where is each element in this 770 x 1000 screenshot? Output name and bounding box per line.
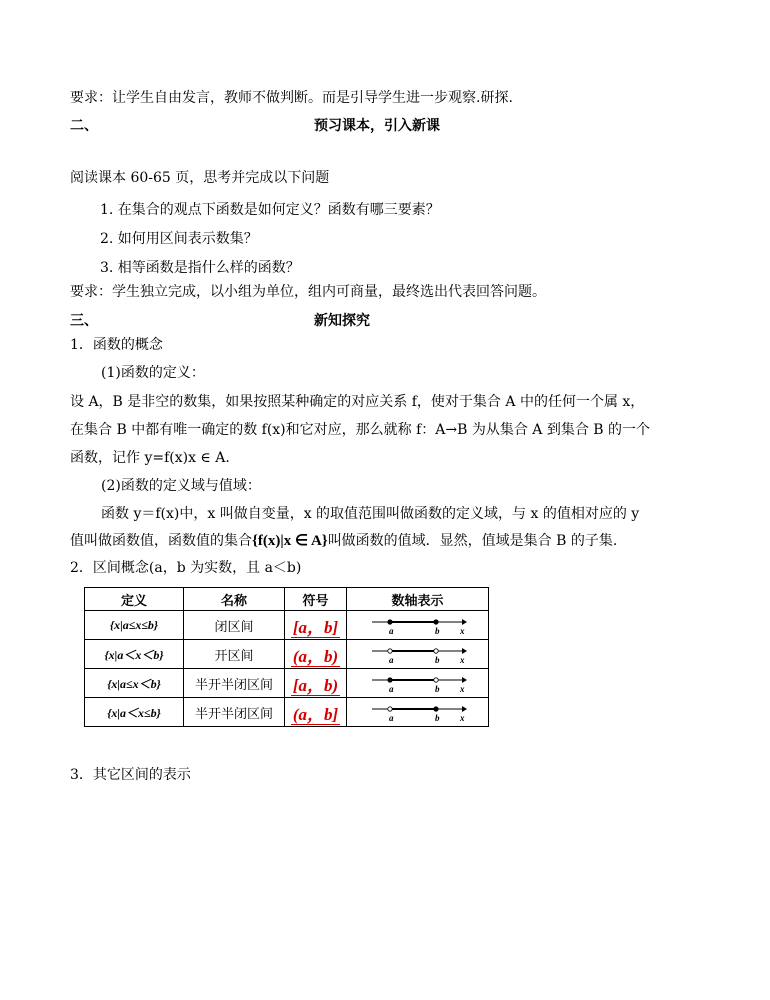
axis-label-a: a [388,713,393,723]
left-endpoint [387,707,391,711]
axis-label-b: b [434,655,439,665]
arrow-right-icon [462,677,467,683]
header-symbol: 符号 [285,588,347,611]
domain-line-2 [70,531,617,551]
interval-number-line-cell [347,669,489,698]
interval-name: 半开半闭区间 [184,669,285,698]
item-1-title: 1．函数的概念 [70,337,163,353]
interval-symbol: (a，b] [292,704,339,724]
interval-definition-text: {x|a≤x＜b} [107,676,161,691]
section-2-title: 预习课本，引入新课 [314,118,440,134]
reading-intro: 阅读课本 60-65 页，思考并完成以下问题 [70,170,330,186]
interval-definition-text: {x|a≤x≤b} [109,617,159,632]
sub-2-title: (2)函数的定义域与值域： [101,478,261,494]
question-2: 2. 如何用区间表示数集？ [100,231,258,247]
axis-label-x: x [459,626,464,636]
interval-name: 开区间 [184,640,285,669]
interval-definition [85,611,184,640]
interval-table [84,587,489,727]
sub-1-title: (1)函数的定义： [101,365,205,381]
interval-symbol-cell [285,698,347,727]
interval-number-line-cell [347,698,489,727]
interval-symbol: (a，b) [292,646,339,666]
number-line [368,672,468,694]
arrow-right-icon [462,648,467,654]
interval-definition [85,640,184,669]
arrow-right-icon [462,619,467,625]
item-2-title: 2．区间概念(a，b 为实数，且 a＜b) [70,560,302,576]
table-row [85,611,489,640]
right-endpoint [433,707,437,711]
interval-definition [85,669,184,698]
right-endpoint [433,620,437,624]
interval-number-line-cell [347,640,489,669]
requirement-group-work: 要求：学生独立完成，以小组为单位，组内可商量，最终选出代表回答问题。 [70,284,546,300]
axis-label-b: b [434,684,439,694]
axis-label-b: b [434,713,439,723]
domain-line-1: 函数 y＝f(x)中，x 叫做自变量，x 的取值范围叫做函数的定义域，与 x 的值相对应的 y [101,506,640,522]
item-3-title: 3．其它区间的表示 [70,767,191,783]
domain-line-2-post: 叫做函数的值域．显然，值域是集合 B 的子集. [327,533,618,549]
axis-label-a: a [388,684,393,694]
domain-line-2-pre: 值叫做函数值，函数值的集合 [70,533,252,549]
interval-table-header [85,588,489,611]
right-endpoint [433,649,437,653]
axis-label-x: x [459,713,464,723]
section-3-title: 新知探究 [314,313,370,329]
section-3-number: 三、 [70,313,98,329]
question-3: 3. 相等函数是指什么样的函数？ [100,260,300,276]
definition-line-1: 设 A，B 是非空的数集，如果按照某种确定的对应关系 f，使对于集合 A 中的任何一个属 x， [70,394,645,410]
question-1: 1. 在集合的观点下函数是如何定义？函数有哪三要素？ [100,202,440,218]
definition-line-3: 函数，记作 y=f(x)x ∈ A. [70,450,230,466]
interval-definition [85,698,184,727]
number-line [368,643,468,665]
interval-definition-text: {x|a＜x≤b} [107,705,161,720]
left-endpoint [387,649,391,653]
header-definition: 定义 [85,588,184,611]
interval-number-line-cell [347,611,489,640]
right-endpoint [433,678,437,682]
axis-label-a: a [388,626,393,636]
interval-symbol: [a，b) [292,675,339,695]
interval-symbol-cell [285,669,347,698]
table-row [85,698,489,727]
axis-label-x: x [459,655,464,665]
interval-name: 闭区间 [184,611,285,640]
number-line [368,614,468,636]
interval-name: 半开半闭区间 [184,698,285,727]
number-line [368,701,468,723]
header-number-line: 数轴表示 [347,588,489,611]
table-row [85,669,489,698]
interval-definition-text: {x|a＜x＜b} [104,647,164,662]
interval-symbol-cell [285,640,347,669]
axis-label-x: x [459,684,464,694]
left-endpoint [387,620,391,624]
axis-label-b: b [434,626,439,636]
definition-line-2: 在集合 B 中都有唯一确定的数 f(x)和它对应，那么就称 f：A→B 为从集合 A 到集合 B 的一个 [70,422,651,438]
interval-symbol-cell [285,611,347,640]
header-name: 名称 [184,588,285,611]
requirement-free-speech: 要求：让学生自由发言，教师不做判断。而是引导学生进一步观察.研探. [70,90,513,106]
arrow-right-icon [462,706,467,712]
left-endpoint [387,678,391,682]
range-set-notation: {f(x)|x ∈ A} [252,533,328,549]
interval-symbol: [a，b] [292,617,339,637]
axis-label-a: a [388,655,393,665]
table-row [85,640,489,669]
section-2-number: 二、 [70,118,98,134]
